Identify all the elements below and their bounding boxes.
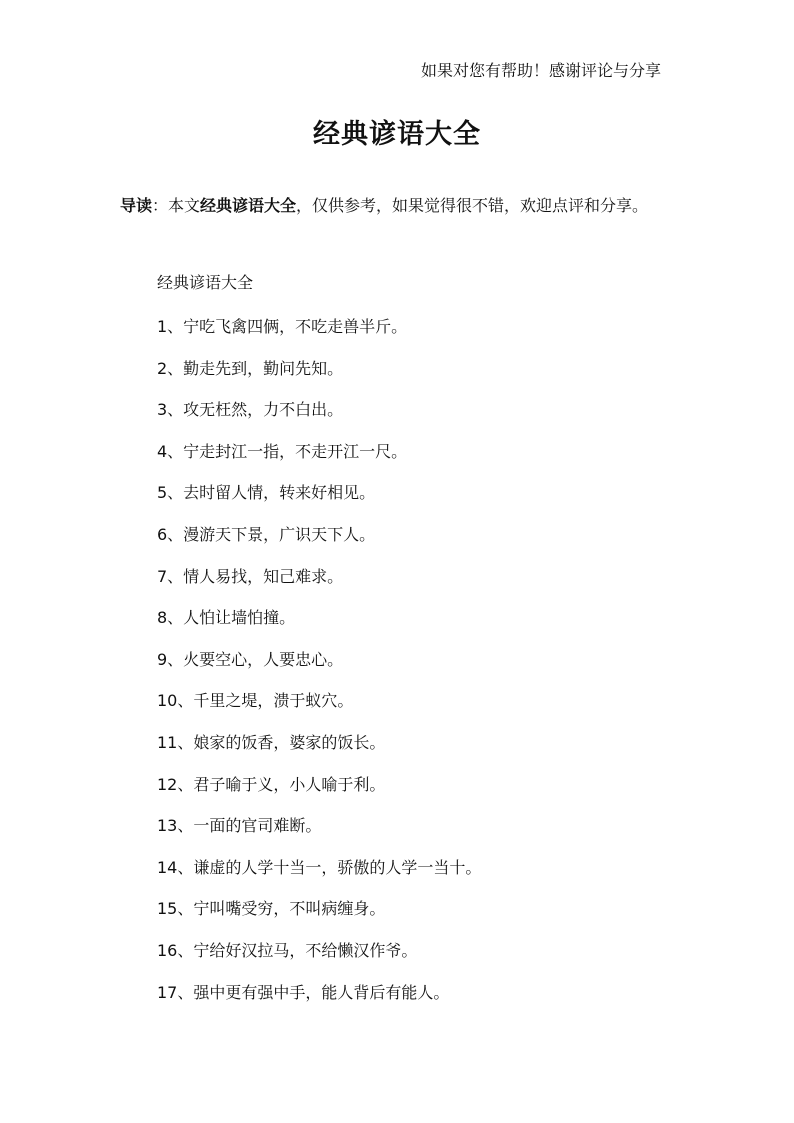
list-item: 8、人怕让墙怕撞。: [157, 608, 296, 628]
list-item: 9、火要空心，人要忠心。: [157, 649, 344, 669]
intro-colon: ：本文: [152, 196, 201, 215]
list-item: 7、情人易找，知己难求。: [157, 566, 344, 586]
list-item: 4、宁走封江一指，不走开江一尺。: [157, 441, 408, 461]
list-item: 15、宁叫嘴受穷，不叫病缠身。: [157, 899, 386, 919]
list-item: 17、强中更有强中手，能人背后有能人。: [157, 982, 450, 1002]
proverb-list: [157, 312, 481, 1019]
list-item: 11、娘家的饭香，婆家的饭长。: [157, 732, 386, 752]
list-item: 16、宁给好汉拉马，不给懒汉作爷。: [157, 940, 418, 960]
intro-bold-title: 经典谚语大全: [200, 196, 297, 215]
header-note: 如果对您有帮助！感谢评论与分享: [420, 61, 661, 80]
intro-label: 导读: [120, 196, 153, 215]
page-title: 经典谚语大全: [313, 119, 481, 150]
list-item: 1、宁吃飞禽四俩，不吃走兽半斤。: [157, 317, 408, 336]
list-item: 2、勤走先到，勤问先知。: [157, 358, 344, 378]
list-item: 10、千里之堤，溃于蚁穴。: [157, 691, 354, 711]
intro-rest: ，仅供参考，如果觉得很不错，欢迎点评和分享。: [296, 196, 649, 215]
list-item: 14、谦虚的人学十当一，骄傲的人学一当十。: [157, 857, 482, 877]
section-subtitle: 经典谚语大全: [157, 273, 254, 292]
list-item: 3、攻无枉然，力不白出。: [157, 400, 344, 420]
list-item: 5、去时留人情，转来好相见。: [157, 483, 376, 503]
list-item: 12、君子喻于义，小人喻于利。: [157, 774, 386, 794]
intro-paragraph: [120, 185, 680, 226]
list-item: 13、一面的官司难断。: [157, 816, 322, 836]
list-item: 6、漫游天下景，广识天下人。: [157, 524, 376, 544]
